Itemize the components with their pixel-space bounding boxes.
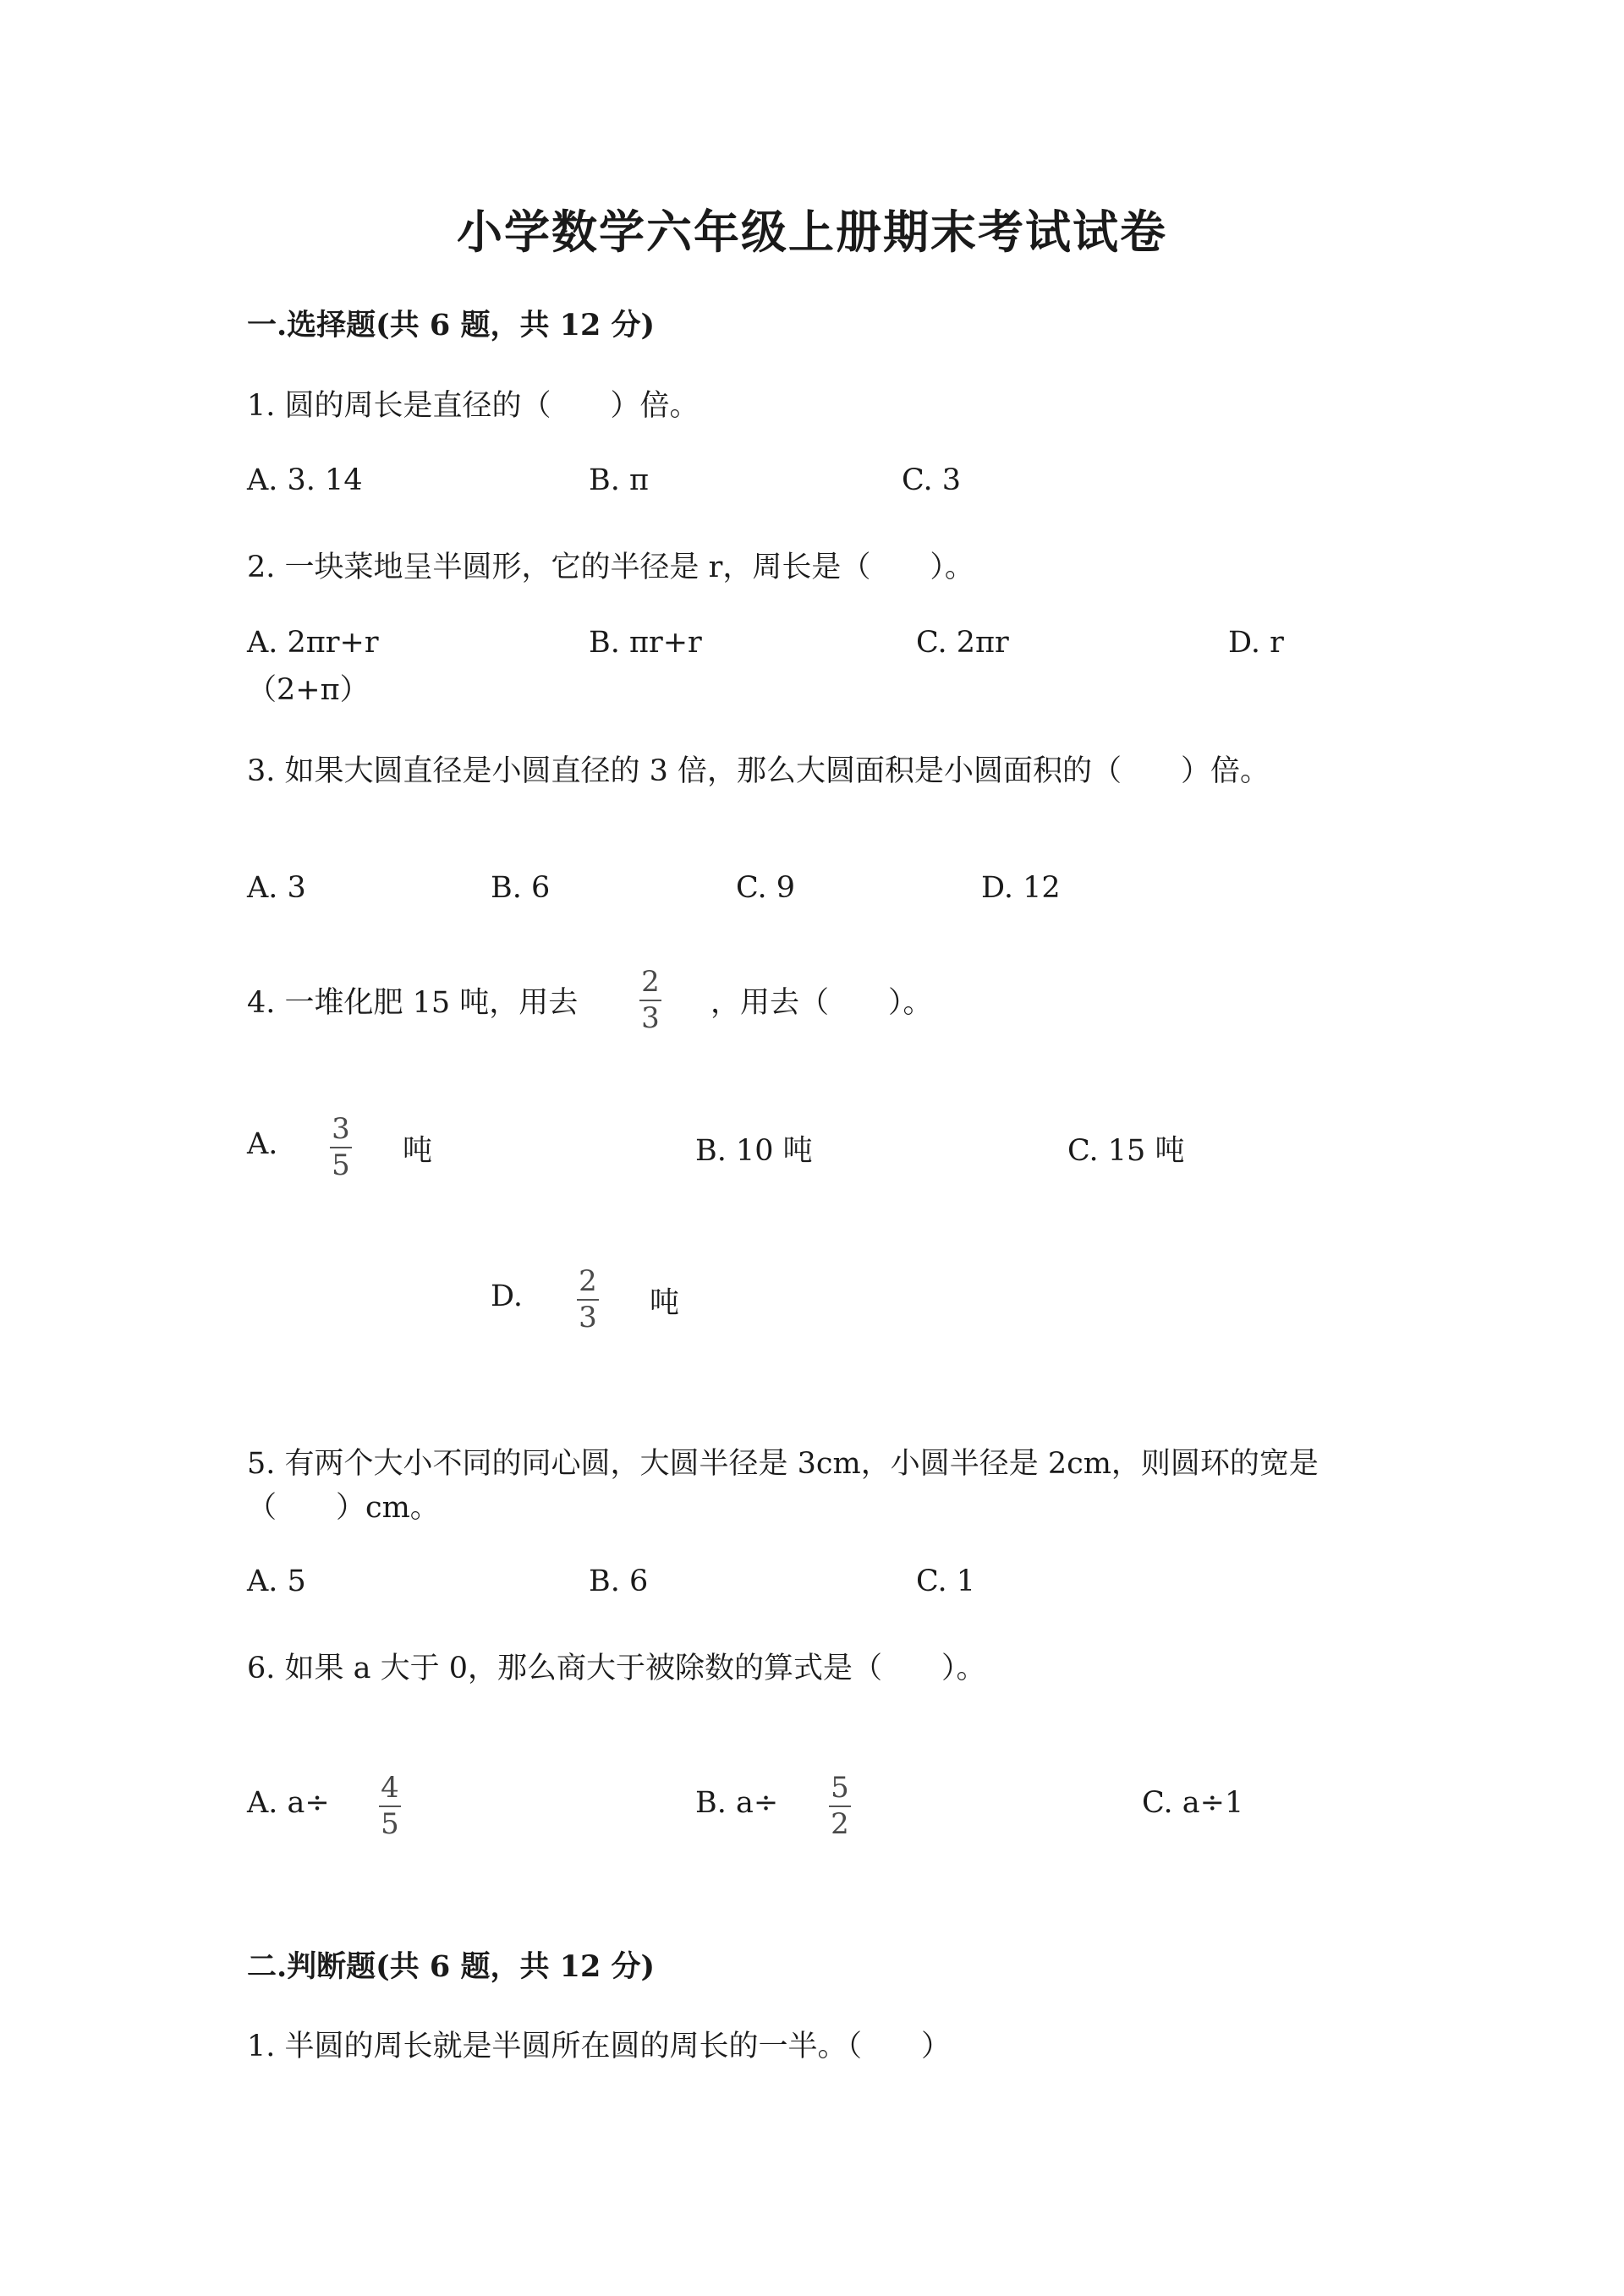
q4-option-d-fraction xyxy=(577,1264,599,1334)
q4-option-a-denominator: 5 xyxy=(332,1148,350,1182)
q6-option-b-numerator: 5 xyxy=(831,1771,849,1805)
q4-text-before: 4. 一堆化肥 15 吨，用去 xyxy=(247,986,579,1020)
q3-option-a: A. 3 xyxy=(247,871,306,905)
q4-option-d-denominator: 3 xyxy=(579,1301,597,1334)
section2-heading: 二.判断题(共 6 题，共 12 分) xyxy=(247,1949,656,1984)
q2-text: 2. 一块菜地呈半圆形，它的半径是 r，周长是（ ）。 xyxy=(247,551,974,584)
q6-option-b-prefix: B. a÷ xyxy=(695,1786,779,1820)
q3-option-b: B. 6 xyxy=(491,871,551,905)
q4-fraction-denominator: 3 xyxy=(641,1001,660,1035)
q4-option-d-prefix: D. xyxy=(491,1280,523,1313)
q6-option-a-denominator: 5 xyxy=(381,1807,399,1841)
q2-option-b: B. πr+r xyxy=(589,626,702,660)
q6-option-a-fraction xyxy=(379,1771,401,1841)
q3-option-c: C. 9 xyxy=(736,871,796,905)
section1-heading: 一.选择题(共 6 题，共 12 分) xyxy=(247,308,656,342)
q2-option-d: D. r xyxy=(1228,626,1284,660)
q1-option-c: C. 3 xyxy=(902,463,962,497)
q1-text: 1. 圆的周长是直径的（ ）倍。 xyxy=(247,389,700,423)
q6-option-b-fraction xyxy=(829,1771,851,1841)
q4-option-c: C. 15 吨 xyxy=(1067,1134,1185,1168)
q4-option-a-prefix: A. xyxy=(247,1127,278,1161)
q6-option-c: C. a÷1 xyxy=(1142,1786,1244,1820)
q4-option-a-unit: 吨 xyxy=(403,1134,433,1168)
q4-option-a-numerator: 3 xyxy=(332,1112,350,1146)
q5-option-a: A. 5 xyxy=(247,1564,306,1598)
q6-text: 6. 如果 a 大于 0，那么商大于被除数的算式是（ ）。 xyxy=(247,1652,986,1685)
q1-option-a: A. 3. 14 xyxy=(247,463,363,497)
q4-option-d-numerator: 2 xyxy=(579,1264,597,1298)
q4-option-b: B. 10 吨 xyxy=(695,1134,813,1168)
q1-option-b: B. π xyxy=(589,463,649,497)
q4-option-d-unit: 吨 xyxy=(650,1286,680,1320)
q4-fraction xyxy=(639,967,661,1033)
page-title: 小学数学六年级上册期末考试试卷 xyxy=(457,205,1167,259)
q5-option-b: B. 6 xyxy=(589,1564,649,1598)
q6-option-b-denominator: 2 xyxy=(831,1807,849,1841)
q6-option-a-numerator: 4 xyxy=(381,1771,399,1805)
q2-option-c: C. 2πr xyxy=(916,626,1009,660)
q4-fraction-numerator: 2 xyxy=(641,965,660,999)
q3-option-d: D. 12 xyxy=(981,871,1061,905)
q4-text-after: ，用去（ ）。 xyxy=(710,986,933,1020)
s2-q1-text: 1. 半圆的周长就是半圆所在圆的周长的一半。（ ） xyxy=(247,2030,952,2063)
q4-option-a-fraction xyxy=(330,1112,352,1182)
q5-text-line2: （ ）cm。 xyxy=(247,1491,440,1525)
q2-option-a: A. 2πr+r xyxy=(247,626,379,660)
q6-option-a-prefix: A. a÷ xyxy=(247,1786,330,1820)
q5-text-line1: 5. 有两个大小不同的同心圆，大圆半径是 3cm，小圆半径是 2cm，则圆环的宽是 xyxy=(247,1447,1319,1481)
q5-option-c: C. 1 xyxy=(916,1564,976,1598)
q2-option-d-continued: （2+π） xyxy=(247,673,370,707)
q3-text: 3. 如果大圆直径是小圆直径的 3 倍，那么大圆面积是小圆面积的（ ）倍。 xyxy=(247,754,1270,788)
